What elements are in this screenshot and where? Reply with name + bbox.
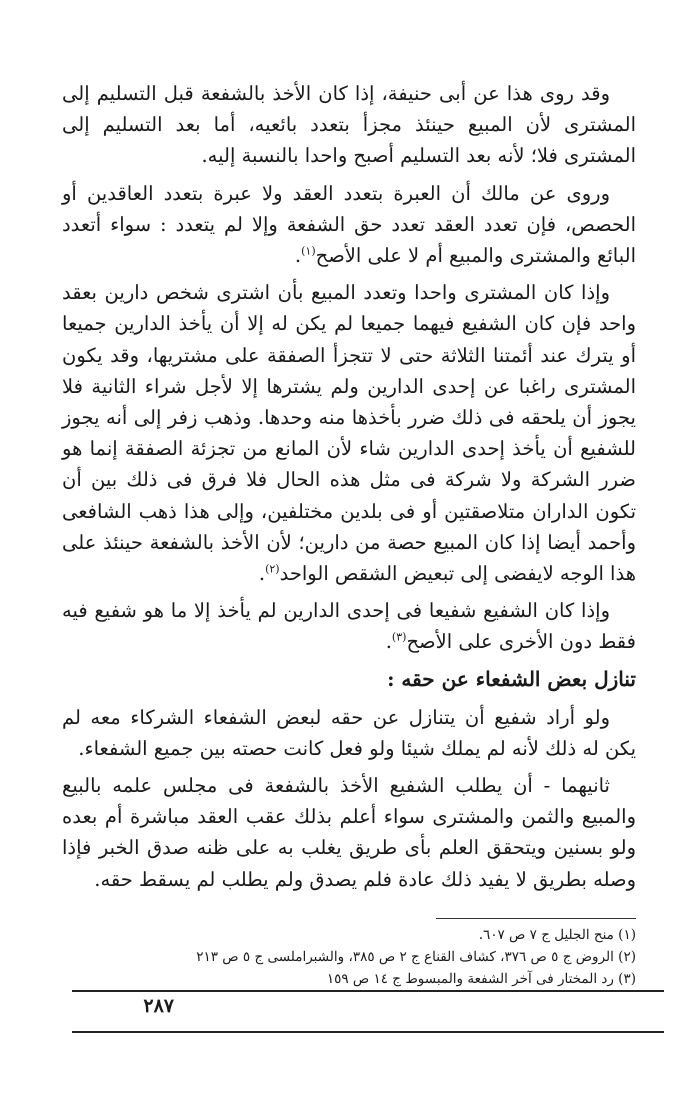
paragraph-3: وإذا كان المشترى واحدا وتعدد المبيع بأن اشترى شخص دارين بعقد واحد فإن كان الشفيع فيهما جميعا لم يكن له إلا أن يأخذ الدارين جميعا أو يترك عند أئمتنا الثلاثة حتى لا تتجزأ الصفقة على مشتريها، وقد يكون المشترى راغبا عن إحدى الدارين ولم يشترها إلا لأجل شراء الثانية فلا يجوز أن يلحقه فى ذلك ضرر بأخذها منه وحدها. وذهب زفر إلى أنه يجوز للشفيع أن يأخذ إحدى الدارين شاء لأن المانع من تجزئة الصفقة إنما هو ضرر الشركة ولا شركة فى مثل هذه الحال فلا فرق فى ذلك بين أن تكون الداران متلاصقتين أو فى بلدين مختلفين، وإلى هذا ذهب الشافعى وأحمد أيضا إذا كان المبيع حصة من دارين؛ لأن الأخذ بالشفعة حينئذ على هذا الوجه لايفضى إلى تبعيض الشقص الواحد$^{(٢)}$.: [62, 281, 636, 586]
section-heading: تنازل بعض الشفعاء عن حقه :: [387, 666, 636, 691]
footnote-3: (٣) رد المختار فى آخر الشفعة والمبسوط ج ١٤ ص ١٥٩: [326, 971, 636, 987]
paragraph-2: وروى عن مالك أن العبرة بتعدد العقد ولا عبرة بتعدد العاقدين أو الحصص، فإن تعدد العقد تعدد حق الشفعة وإلا لم يتعدد : سواء أتعدد البائع والمشترى والمبيع أم لا على الأصح$^{(١)}$.: [62, 181, 636, 268]
footnote-ref-2: (٢): [265, 562, 280, 576]
paragraph-4-text: وإذا كان الشفيع شفيعا فى إحدى الدارين لم يأخذ إلا ما هو شفيع فيه فقط دون الأخرى على الأصح: [62, 599, 636, 654]
paragraph-4: وإذا كان الشفيع شفيعا فى إحدى الدارين لم يأخذ إلا ما هو شفيع فيه فقط دون الأخرى على الأصح$^{(٣)}$.: [62, 599, 636, 654]
main-text: [62, 78, 636, 901]
footnote-1: (١) منح الجليل ج ٧ ص ٦٠٧.: [478, 927, 636, 943]
footer-rule-bottom: [72, 1031, 664, 1033]
paragraph-5: ولو أراد شفيع أن يتنازل عن حقه لبعض الشفعاء الشركاء معه لم يكن له ذلك لأنه لم يملك شيئا ولو فعل كانت حصته بين جميع الشفعاء.: [62, 705, 636, 760]
paragraph-3-text: وإذا كان المشترى واحدا وتعدد المبيع بأن اشترى شخص دارين بعقد واحد فإن كان الشفيع فيهما جميعا لم يكن له إلا أن يأخذ الدارين جميعا أو يترك عند أئمتنا الثلاثة حتى لا تتجزأ الصفقة على مشتريها، وقد يكون المشترى راغبا عن إحدى الدارين ولم يشترها إلا لأجل شراء الثانية فلا يجوز أن يلحقه فى ذلك ضرر بأخذها منه وحدها. وذهب زفر إلى أنه يجوز للشفيع أن يأخذ إحدى الدارين شاء لأن المانع من تجزئة الصفقة إنما هو ضرر الشركة ولا شركة فى مثل هذه الحال فلا فرق فى ذلك بين أن تكون الداران متلاصقتين أو فى بلدين مختلفين، وإلى هذا ذهب الشافعى وأحمد أيضا إذا كان المبيع حصة من دارين؛ لأن الأخذ بالشفعة حينئذ على هذا الوجه لايفضى إلى تبعيض الشقص الواحد: [62, 281, 636, 586]
paragraph-1: وقد روى هذا عن أبى حنيفة، إذا كان الأخذ بالشفعة قبل التسليم إلى المشترى لأن المبيع حينئذ مجزأ بتعدد بائعيه، أما بعد التسليم إلى المشترى فلا؛ لأنه بعد التسليم أصبح واحدا بالنسبة إليه.: [62, 82, 636, 168]
footnote-ref-1: (١): [301, 244, 316, 258]
footnote-ref-3: (٣): [391, 630, 407, 644]
footnote-2: (٢) الروض ج ٥ ص ٣٧٦، كشاف القناع ج ٢ ص ٣٨٥، والشبراملسى ج ٥ ص ٢١٣: [196, 949, 636, 965]
footnotes: [62, 924, 636, 990]
paragraph-6: ثانيهما - أن يطلب الشفيع الأخذ بالشفعة فى مجلس علمه بالبيع والمبيع والثمن والمشترى سواء أعلم بذلك عقب العقد مباشرة أم بعده ولو بسنين ويتحقق العلم بأى طريق يغلب به على ظنه صدق الخبر فإذا وصله بطريق لا يفيد ذلك عادة فلم يصدق ولم يطلب لم يسقط حقه.: [62, 774, 636, 891]
footnote-divider: [436, 918, 636, 919]
paragraph-2-text: وروى عن مالك أن العبرة بتعدد العقد ولا عبرة بتعدد العاقدين أو الحصص، فإن تعدد العقد تعدد حق الشفعة وإلا لم يتعدد : سواء أتعدد البائع والمشترى والمبيع أم لا على الأصح: [62, 181, 636, 268]
page-number: ٢٨٧: [143, 995, 174, 1017]
footer-rule-top: [72, 990, 664, 992]
